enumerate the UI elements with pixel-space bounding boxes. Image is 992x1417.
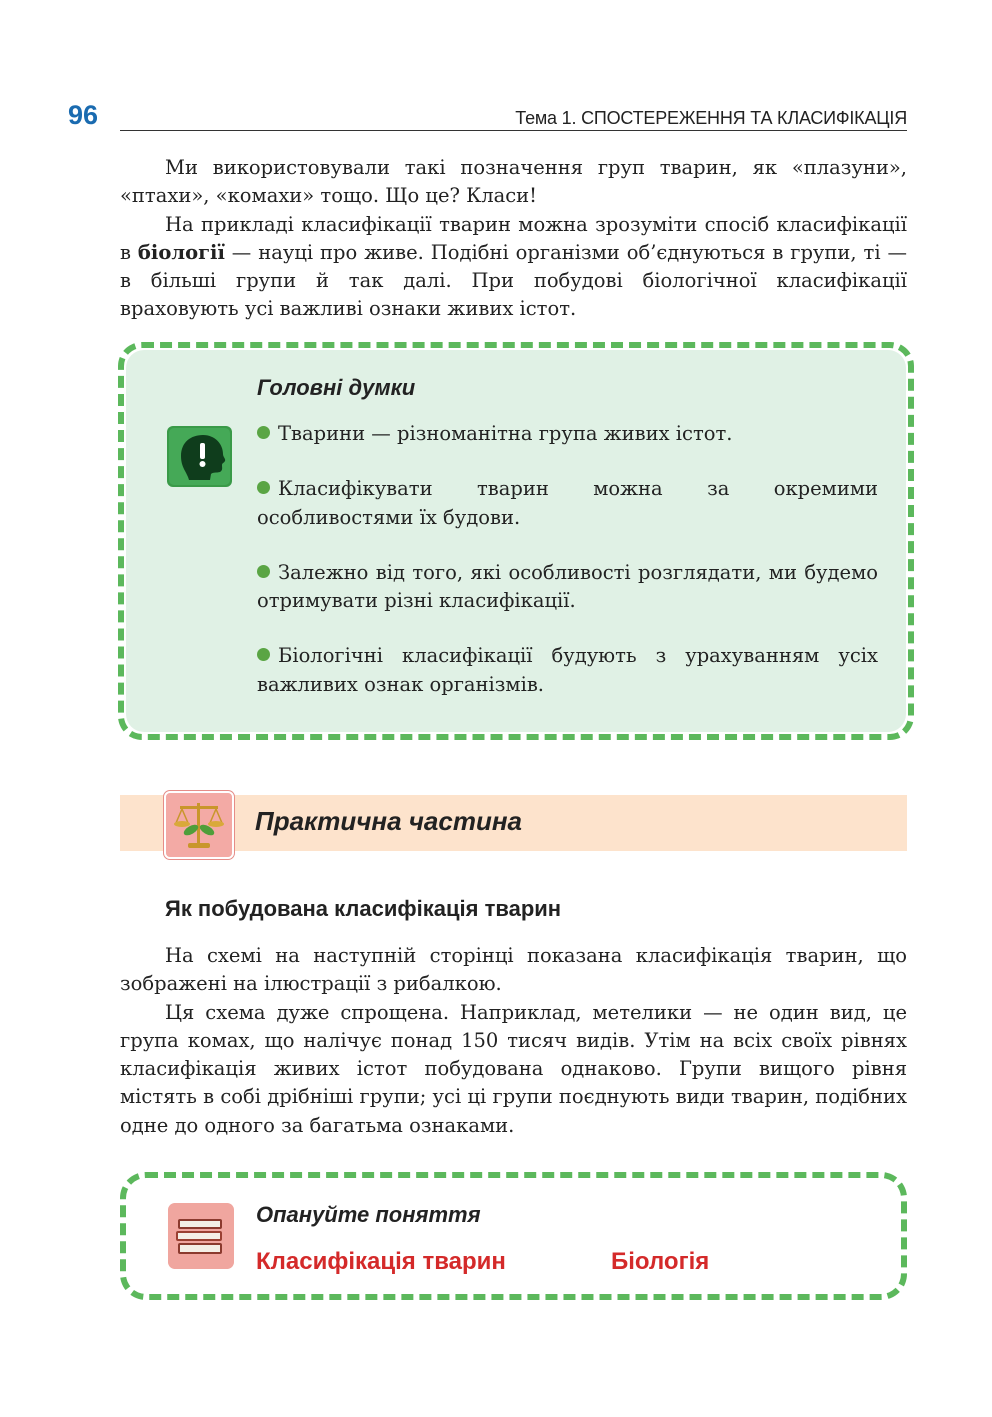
section-title: Як побудована класифікація тварин [165, 896, 562, 921]
page-number: 96 [68, 100, 99, 130]
concept-biology: Біологія [611, 1248, 710, 1275]
concepts-box [120, 1172, 907, 1300]
list-item: Класифікувати тварин можна за окремими особливостями їх будови. [257, 477, 878, 529]
bullet-dot [257, 565, 270, 578]
topic-header: Тема 1. СПОСТЕРЕЖЕННЯ ТА КЛАСИФІКАЦІЯ [515, 108, 907, 128]
list-item: Залежно від того, які особливості розглядати, ми будемо отримувати різні класифікації. [257, 560, 878, 613]
bullet-dot [257, 426, 270, 439]
bullet-dot [257, 481, 270, 494]
header-rule [120, 130, 907, 131]
list-item: Тварини — різноманітна група живих істот. [257, 420, 878, 448]
books-icon [168, 1203, 234, 1269]
concepts-heading: Опануйте поняття [256, 1202, 481, 1227]
intro-text [120, 154, 907, 324]
head-exclamation-icon [167, 426, 232, 487]
list-item: Біологічні класифікації будують з урахуванням усіх важливих ознак організмів. [257, 644, 878, 696]
intro-paragraph-2: На прикладі класифікації тварин можна зрозуміти спосіб класифікації в біології — науці про живе. Подібні організми об’єднуються в групи, ті — в більші групи й так далі. При побудові біологічної класифікації враховують усі важливі ознаки живих істот. [120, 212, 907, 321]
section-text [120, 942, 907, 1140]
concept-animal-classification: Класифікація тварин [256, 1248, 506, 1275]
practical-title: Практична частина [255, 806, 523, 836]
scales-icon [164, 791, 234, 859]
section-paragraph-2: Ця схема дуже спрощена. Наприклад, метелики — не один вид, це група комах, що налічує понад 150 тисяч видів. Утім на всіх своїх рівнях класифікація живих істот побудована однаково. Групи вищого рівня містять в собі дрібніші групи; усі ці групи поєднують види тварин, подібних одне до одного за багатьма ознаками. [120, 1000, 907, 1137]
main-ideas-list [257, 420, 878, 726]
main-ideas-heading: Головні думки [257, 375, 416, 400]
intro-paragraph-1: Ми використовували такі позначення груп тварин, як «плазуни», «птахи», «комахи» тощо. Що це? Класи! [120, 156, 907, 208]
bullet-dot [257, 648, 270, 661]
section-paragraph-1: На схемі на наступній сторінці показана класифікація тварин, що зображені на ілюстрації з рибалкою. [120, 944, 907, 996]
term-biology: біології [137, 240, 225, 264]
